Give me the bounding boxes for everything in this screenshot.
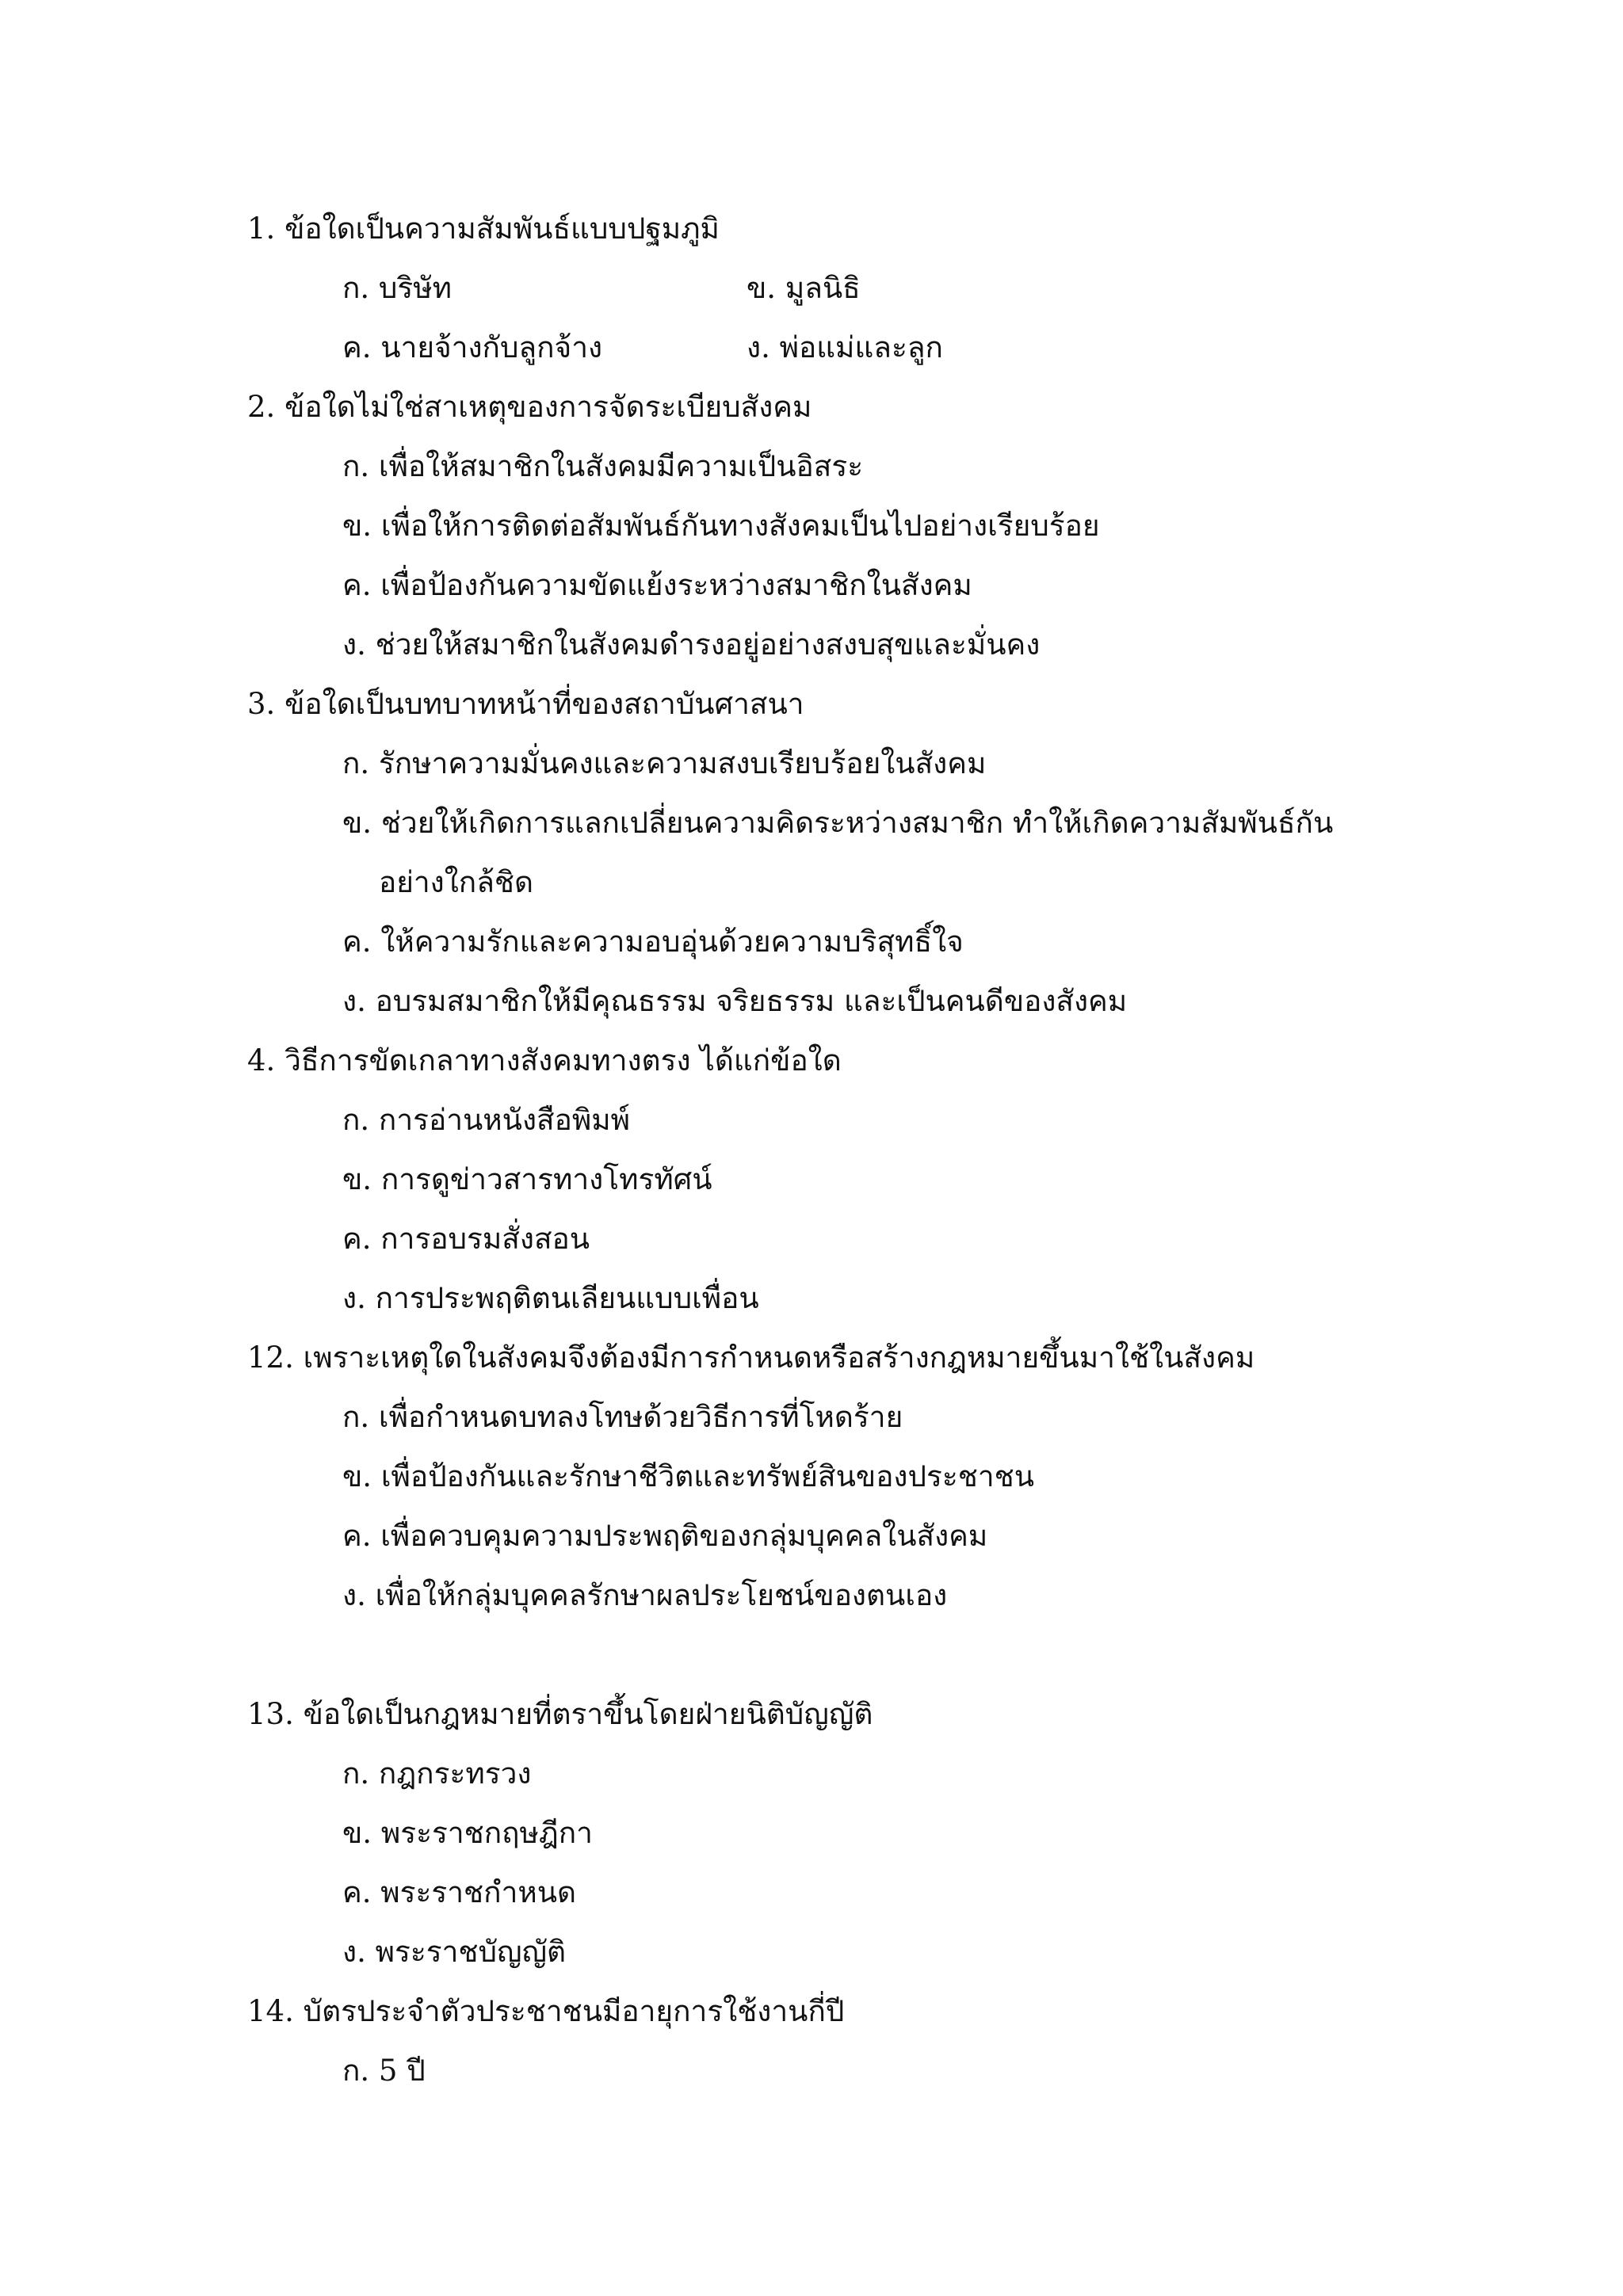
question-1-option-a: ก. บริษัท <box>342 271 453 305</box>
question-3-option-d: ง. อบรมสมาชิกให้มีคุณธรรม จริยธรรม และเป็นคนดีของสังคม <box>342 984 1128 1018</box>
question-2-option-d: ง. ช่วยให้สมาชิกในสังคมดำรงอยู่อย่างสงบสุขและมั่นคง <box>342 627 1041 662</box>
question-12-option-a: ก. เพื่อกำหนดบทลงโทษด้วยวิธีการที่โหดร้าย <box>342 1400 903 1434</box>
question-12-option-c: ค. เพื่อควบคุมความประพฤติของกลุ่มบุคคลในสังคม <box>342 1519 988 1553</box>
question-1-option-b: ข. มูลนิธิ <box>747 271 861 305</box>
question-3-option-c: ค. ให้ความรักและความอบอุ่นด้วยความบริสุทธิ์ใจ <box>342 925 964 959</box>
question-4-option-c: ค. การอบรมสั่งสอน <box>342 1222 590 1256</box>
question-4-option-a: ก. การอ่านหนังสือพิมพ์ <box>342 1103 630 1137</box>
question-14-option-a: ก. 5 ปี <box>342 2054 426 2088</box>
question-3-option-b: ข. ช่วยให้เกิดการแลกเปลี่ยนความคิดระหว่างสมาชิก ทำให้เกิดความสัมพันธ์กัน <box>342 806 1334 840</box>
question-4-option-d: ง. การประพฤติตนเลียนแบบเพื่อน <box>342 1281 759 1315</box>
question-1-option-d: ง. พ่อแม่และลูก <box>747 330 943 364</box>
question-13-option-b: ข. พระราชกฤษฎีกา <box>342 1816 593 1850</box>
question-14: 14. บัตรประจำตัวประชาชนมีอายุการใช้งานกี่ปี <box>247 1994 845 2028</box>
question-13-option-a: ก. กฎกระทรวง <box>342 1756 532 1791</box>
question-1-option-c: ค. นายจ้างกับลูกจ้าง <box>342 330 603 364</box>
question-12: 12. เพราะเหตุใดในสังคมจึงต้องมีการกำหนดหรือสร้างกฎหมายขึ้นมาใช้ในสังคม <box>247 1341 1255 1375</box>
question-1: 1. ข้อใดเป็นความสัมพันธ์แบบปฐมภูมิ <box>247 212 720 246</box>
question-4-option-b: ข. การดูข่าวสารทางโทรทัศน์ <box>342 1162 712 1196</box>
question-2: 2. ข้อใดไม่ใช่สาเหตุของการจัดระเบียบสังคม <box>247 390 812 424</box>
question-12-option-b: ข. เพื่อป้องกันและรักษาชีวิตและทรัพย์สินของประชาชน <box>342 1459 1035 1493</box>
question-2-option-a: ก. เพื่อให้สมาชิกในสังคมมีความเป็นอิสระ <box>342 449 864 483</box>
question-3: 3. ข้อใดเป็นบทบาทหน้าที่ของสถาบันศาสนา <box>247 687 804 721</box>
question-4: 4. วิธีการขัดเกลาทางสังคมทางตรง ได้แก่ข้อใด <box>247 1043 842 1077</box>
question-2-option-c: ค. เพื่อป้องกันความขัดแย้งระหว่างสมาชิกในสังคม <box>342 568 972 602</box>
question-3-option-a: ก. รักษาความมั่นคงและความสงบเรียบร้อยในสังคม <box>342 746 987 780</box>
question-3-option-b-continued: อย่างใกล้ชิด <box>379 865 534 899</box>
question-13: 13. ข้อใดเป็นกฎหมายที่ตราขึ้นโดยฝ่ายนิติบัญญัติ <box>247 1697 873 1731</box>
question-13-option-c: ค. พระราชกำหนด <box>342 1875 577 1909</box>
question-12-option-d: ง. เพื่อให้กลุ่มบุคคลรักษาผลประโยชน์ของตนเอง <box>342 1578 948 1612</box>
question-2-option-b: ข. เพื่อให้การติดต่อสัมพันธ์กันทางสังคมเป็นไปอย่างเรียบร้อย <box>342 509 1100 543</box>
question-13-option-d: ง. พระราชบัญญัติ <box>342 1935 567 1969</box>
